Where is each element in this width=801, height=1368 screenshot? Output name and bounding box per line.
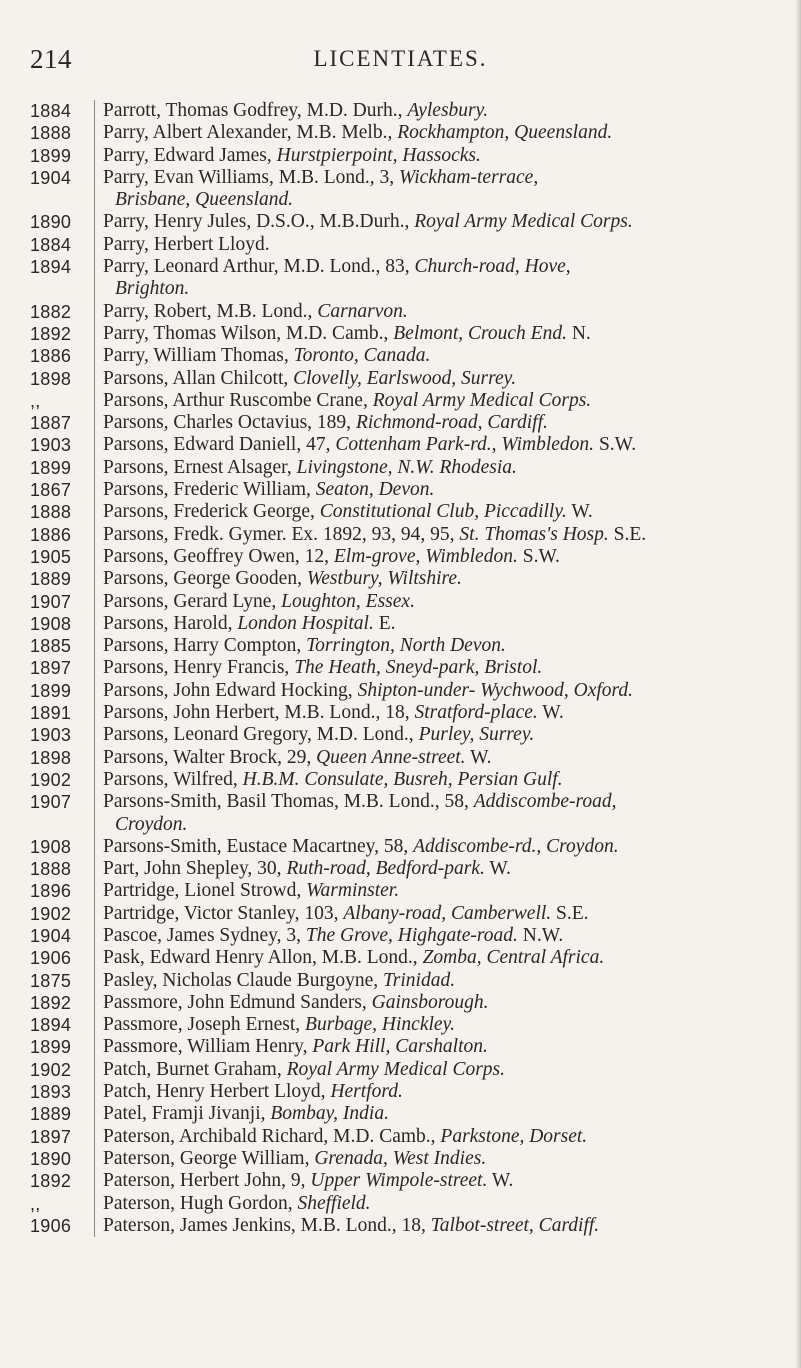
entry-name: Paterson, James Jenkins, M.B. Lond., 18, xyxy=(103,1214,431,1236)
list-item xyxy=(0,836,801,858)
entry-address: London Hospital. xyxy=(237,612,374,634)
entry-year: 1902 xyxy=(30,1059,72,1080)
entry-year: 1884 xyxy=(30,234,72,255)
entry-name: Parry, Evan Williams, M.B. Lond., 3, xyxy=(103,166,400,188)
entry-year: 1892 xyxy=(30,992,72,1013)
entry-name: Passmore, Joseph Ernest, xyxy=(103,1014,306,1036)
entry-text xyxy=(94,368,801,390)
list-item xyxy=(0,1103,801,1125)
entry-name: Pascoe, James Sydney, 3, xyxy=(103,924,306,946)
entry-text xyxy=(94,769,801,791)
entry-address: Carnarvon. xyxy=(317,300,408,322)
entry-name: Patch, Henry Herbert Lloyd, xyxy=(103,1081,331,1103)
entry-year: 1890 xyxy=(30,212,72,233)
entry-year: 1888 xyxy=(30,502,72,523)
entry-address: Hertford. xyxy=(330,1081,403,1103)
entry-district: S.W. xyxy=(594,434,637,456)
list-item xyxy=(0,747,801,769)
entry-text xyxy=(94,122,801,144)
entry-text xyxy=(94,390,801,412)
entry-name: Parsons, Wilfred, xyxy=(103,768,243,790)
entry-text xyxy=(94,457,801,479)
entry-year: 1892 xyxy=(30,323,72,344)
list-item xyxy=(0,323,801,345)
entry-text xyxy=(94,1170,801,1192)
list-item xyxy=(0,167,801,189)
entry-text xyxy=(94,724,801,746)
entry-text xyxy=(94,680,801,702)
list-item xyxy=(0,234,801,256)
list-item xyxy=(0,368,801,390)
entry-name: Paterson, Archibald Richard, M.D. Camb., xyxy=(103,1125,441,1147)
entry-address: The Grove, Highgate-road. xyxy=(305,924,518,946)
entry-district: N. xyxy=(566,322,591,344)
entry-year: ,, xyxy=(30,1193,41,1214)
entry-year: 1896 xyxy=(30,881,72,902)
entry-name: Patel, Framji Jivanji, xyxy=(103,1103,271,1125)
list-item xyxy=(0,613,801,635)
entry-name: Parsons, Charles Octavius, 189, xyxy=(103,412,356,434)
entry-name: Pasley, Nicholas Claude Burgoyne, xyxy=(103,969,383,991)
entry-text xyxy=(94,1193,801,1215)
entry-text xyxy=(94,747,801,769)
entry-year: 1884 xyxy=(30,101,72,121)
entry-text xyxy=(94,635,801,657)
entry-name: Parsons, Gerard Lyne, xyxy=(103,590,282,612)
entry-text xyxy=(94,278,801,300)
entry-name: Paterson, Herbert John, 9, xyxy=(103,1170,311,1192)
list-item xyxy=(0,1126,801,1148)
list-item xyxy=(0,1215,801,1237)
entry-address: Trinidad. xyxy=(383,969,456,991)
entry-year: 1907 xyxy=(30,591,72,612)
entry-address: Ruth-road, Bedford-park. xyxy=(286,858,485,880)
entry-address: Talbot-street, Cardiff. xyxy=(430,1214,600,1236)
list-item xyxy=(0,769,801,791)
entry-district: N.W. xyxy=(517,924,564,946)
list-item xyxy=(0,657,801,679)
list-item xyxy=(0,145,801,167)
entry-address: St. Thomas's Hosp. xyxy=(459,523,609,545)
entry-text xyxy=(94,880,801,902)
entry-year: 1882 xyxy=(30,301,72,322)
list-item xyxy=(0,434,801,456)
list-item xyxy=(0,724,801,746)
entry-name: Parry, Robert, M.B. Lond., xyxy=(103,300,318,322)
entry-address: Addiscombe-road, xyxy=(473,791,617,813)
entry-year: 1904 xyxy=(30,925,72,946)
entry-text xyxy=(94,858,801,880)
entry-address: Loughton, Essex. xyxy=(281,590,415,612)
entry-text xyxy=(94,1059,801,1081)
entry-address: Albany-road, Camberwell. xyxy=(343,902,552,924)
entry-year: 1894 xyxy=(30,1015,72,1036)
list-item xyxy=(0,524,801,546)
entry-year: 1899 xyxy=(30,457,72,478)
entry-address: Constitutional Club, Piccadilly. xyxy=(319,501,567,523)
entry-name: Parsons, Henry Francis, xyxy=(103,657,295,679)
entry-text xyxy=(94,903,801,925)
entry-district: S.E. xyxy=(608,523,647,545)
list-item xyxy=(0,390,801,412)
entry-name: Parsons, Geoffrey Owen, 12, xyxy=(103,545,334,567)
entry-address: Warminster. xyxy=(306,880,400,902)
list-item xyxy=(0,278,801,300)
entry-year: 1898 xyxy=(30,368,72,389)
entry-text xyxy=(94,323,801,345)
entry-year: 1898 xyxy=(30,747,72,768)
entry-address: Stratford-place. xyxy=(414,702,538,724)
entry-text xyxy=(94,613,801,635)
entry-address: Addiscombe-rd., Croydon. xyxy=(413,835,619,857)
entry-address: Livingstone, N.W. Rhodesia. xyxy=(296,456,517,478)
entry-name: Parry, Edward James, xyxy=(103,144,277,166)
entry-name: Passmore, William Henry, xyxy=(103,1036,313,1058)
list-item xyxy=(0,1059,801,1081)
list-item xyxy=(0,122,801,144)
entry-year: 1886 xyxy=(30,524,72,545)
entry-text xyxy=(94,1103,801,1125)
entry-text xyxy=(94,1036,801,1058)
entry-name: Parsons, Edward Daniell, 47, xyxy=(103,434,336,456)
entry-address: Cottenham Park-rd., Wimbledon. xyxy=(335,434,595,456)
entry-address: Wickham-terrace, xyxy=(399,166,539,188)
entry-year: 1897 xyxy=(30,1126,72,1147)
entry-address: Torrington, North Devon. xyxy=(306,635,506,657)
list-item xyxy=(0,791,801,813)
entry-address: Shipton-under- Wychwood, Oxford. xyxy=(357,679,634,701)
entry-address: Grenada, West Indies. xyxy=(314,1147,487,1169)
list-item xyxy=(0,970,801,992)
entry-name: Parsons, George Gooden, xyxy=(103,568,307,590)
entry-year: 1902 xyxy=(30,903,72,924)
list-item xyxy=(0,925,801,947)
list-item xyxy=(0,1170,801,1192)
entry-name: Parsons, Frederic William, xyxy=(103,479,316,501)
entry-name: Part, John Shepley, 30, xyxy=(103,858,287,880)
entry-name: Parry, Herbert Lloyd. xyxy=(103,233,270,255)
entry-year: 1905 xyxy=(30,546,72,567)
list-item xyxy=(0,1148,801,1170)
entry-year: 1899 xyxy=(30,1037,72,1058)
running-title: LICENTIATES. xyxy=(313,46,488,71)
entry-text xyxy=(94,479,801,501)
entry-address: The Heath, Sneyd-park, Bristol. xyxy=(294,657,543,679)
entry-address: Belmont, Crouch End. xyxy=(393,322,567,344)
entry-address: Royal Army Medical Corps. xyxy=(286,1058,506,1080)
entry-name: Parsons, Ernest Alsager, xyxy=(103,456,297,478)
entry-district: E. xyxy=(373,612,396,634)
entry-text xyxy=(94,970,801,992)
entry-name: Parsons, Frederick George, xyxy=(103,501,320,523)
list-item xyxy=(0,546,801,568)
entry-text xyxy=(94,501,801,523)
entry-year: 1888 xyxy=(30,123,72,144)
entry-text xyxy=(94,412,801,434)
entry-address: Sheffield. xyxy=(297,1192,371,1214)
entry-district: W. xyxy=(537,702,564,724)
entry-year: 1906 xyxy=(30,948,72,969)
entry-text xyxy=(94,167,801,189)
entry-text xyxy=(94,1014,801,1036)
entry-district: W. xyxy=(465,746,492,768)
entry-name: Parsons, Harry Compton, xyxy=(103,635,307,657)
entry-year: 1875 xyxy=(30,970,72,991)
list-item xyxy=(0,880,801,902)
entry-text xyxy=(94,1148,801,1170)
entry-text xyxy=(94,791,801,813)
entry-text xyxy=(94,814,801,836)
list-item xyxy=(0,992,801,1014)
entry-address: Hurstpierpoint, Hassocks. xyxy=(276,144,481,166)
entry-address: Brisbane, Queensland. xyxy=(115,189,294,211)
entry-address: Clovelly, Earlswood, Surrey. xyxy=(293,367,517,389)
entry-text xyxy=(94,100,801,122)
entry-address: Queen Anne-street. xyxy=(316,746,466,768)
entry-year: ,, xyxy=(30,390,41,411)
list-item xyxy=(0,412,801,434)
entry-year: 1891 xyxy=(30,703,72,724)
entry-text xyxy=(94,702,801,724)
entry-year: 1906 xyxy=(30,1215,72,1236)
entry-name: Parry, Henry Jules, D.S.O., M.B.Durh., xyxy=(103,211,415,233)
entry-text xyxy=(94,234,801,256)
entry-address: Purley, Surrey. xyxy=(418,724,535,746)
entry-text xyxy=(94,256,801,278)
entry-text xyxy=(94,836,801,858)
entry-text xyxy=(94,1126,801,1148)
entry-name: Patch, Burnet Graham, xyxy=(103,1058,287,1080)
entry-text xyxy=(94,546,801,568)
list-item xyxy=(0,501,801,523)
entry-address: Bombay, India. xyxy=(270,1103,389,1125)
list-item xyxy=(0,479,801,501)
entry-year: 1899 xyxy=(30,145,72,166)
entry-text xyxy=(94,524,801,546)
entry-year: 1894 xyxy=(30,257,72,278)
list-item xyxy=(0,1014,801,1036)
entry-name: Pask, Edward Henry Allon, M.B. Lond., xyxy=(103,947,423,969)
entry-year: 1886 xyxy=(30,346,72,367)
entry-name: Parry, Albert Alexander, M.B. Melb., xyxy=(103,122,398,144)
entry-year: 1893 xyxy=(30,1082,72,1103)
entry-address: Croydon. xyxy=(115,813,188,835)
entry-year: 1899 xyxy=(30,680,72,701)
page-header xyxy=(0,44,801,78)
list-item xyxy=(0,457,801,479)
entry-address: H.B.M. Consulate, Busreh, Persian Gulf. xyxy=(242,768,563,790)
entry-address: Upper Wimpole-street. xyxy=(310,1170,488,1192)
entry-address: Rockhampton, Queensland. xyxy=(397,122,613,144)
list-item xyxy=(0,256,801,278)
list-item xyxy=(0,947,801,969)
entry-name: Parry, Leonard Arthur, M.D. Lond., 83, xyxy=(103,256,415,278)
entry-text xyxy=(94,189,801,211)
entry-name: Parsons, Allan Chilcott, xyxy=(103,367,294,389)
entry-text xyxy=(94,568,801,590)
entry-address: Zomba, Central Africa. xyxy=(422,947,605,969)
entry-address: Westbury, Wiltshire. xyxy=(306,568,462,590)
entry-year: 1888 xyxy=(30,859,72,880)
entry-year: 1889 xyxy=(30,1104,72,1125)
entry-year: 1889 xyxy=(30,569,72,590)
entry-year: 1908 xyxy=(30,613,72,634)
entry-name: Parsons, Harold, xyxy=(103,612,238,634)
entry-address: Royal Army Medical Corps. xyxy=(372,389,592,411)
entry-year: 1903 xyxy=(30,725,72,746)
list-item xyxy=(0,345,801,367)
entry-year: 1897 xyxy=(30,658,72,679)
list-item xyxy=(0,903,801,925)
list-item xyxy=(0,1081,801,1103)
entry-year: 1908 xyxy=(30,836,72,857)
entry-address: Elm-grove, Wimbledon. xyxy=(333,545,518,567)
entry-year: 1887 xyxy=(30,413,72,434)
entry-district: S.E. xyxy=(551,902,589,924)
entry-name: Parry, Thomas Wilson, M.D. Camb., xyxy=(103,322,394,344)
entry-text xyxy=(94,591,801,613)
entry-address: Richmond-road, Cardiff. xyxy=(355,412,548,434)
entry-text xyxy=(94,992,801,1014)
list-item xyxy=(0,301,801,323)
entry-name: Parsons-Smith, Eustace Macartney, 58, xyxy=(103,835,414,857)
entry-year: 1892 xyxy=(30,1171,72,1192)
entry-text xyxy=(94,1215,801,1237)
entry-year: 1907 xyxy=(30,792,72,813)
entry-text xyxy=(94,947,801,969)
list-item xyxy=(0,211,801,233)
entry-address: Seaton, Devon. xyxy=(315,479,435,501)
entry-address: Royal Army Medical Corps. xyxy=(414,211,633,233)
entry-address: Parkstone, Dorset. xyxy=(440,1125,588,1147)
entry-name: Parsons-Smith, Basil Thomas, M.B. Lond., 58, xyxy=(103,791,474,813)
entry-name: Parsons, John Edward Hocking, xyxy=(103,679,358,701)
licentiates-list xyxy=(0,100,801,1237)
entry-name: Partridge, Victor Stanley, 103, xyxy=(103,902,344,924)
entry-year: 1904 xyxy=(30,167,72,188)
entry-name: Parry, William Thomas, xyxy=(103,345,294,367)
entry-name: Parsons, John Herbert, M.B. Lond., 18, xyxy=(103,702,415,724)
entry-address: Gainsborough. xyxy=(371,991,489,1013)
entry-address: Church-road, Hove, xyxy=(414,256,571,278)
list-item xyxy=(0,702,801,724)
entry-name: Parsons, Walter Brock, 29, xyxy=(103,746,317,768)
list-item xyxy=(0,591,801,613)
entry-year: 1890 xyxy=(30,1148,72,1169)
entry-text xyxy=(94,925,801,947)
entry-text xyxy=(94,434,801,456)
list-item xyxy=(0,189,801,211)
entry-year: 1885 xyxy=(30,636,72,657)
list-item xyxy=(0,100,801,122)
list-item xyxy=(0,680,801,702)
page-edge-shadow xyxy=(795,0,801,1368)
entry-name: Partridge, Lionel Strowd, xyxy=(103,880,307,902)
entry-year: 1902 xyxy=(30,769,72,790)
entry-text xyxy=(94,345,801,367)
entry-text xyxy=(94,145,801,167)
entry-text xyxy=(94,211,801,233)
list-item xyxy=(0,1193,801,1215)
entry-name: Paterson, Hugh Gordon, xyxy=(103,1192,298,1214)
entry-text xyxy=(94,1081,801,1103)
entry-text xyxy=(94,301,801,323)
entry-text xyxy=(94,657,801,679)
entry-name: Parsons, Fredk. Gymer. Ex. 1892, 93, 94, 95, xyxy=(103,523,460,545)
list-item xyxy=(0,568,801,590)
entry-district: W. xyxy=(487,1170,514,1192)
entry-name: Parsons, Arthur Ruscombe Crane, xyxy=(103,389,373,411)
entry-address: Toronto, Canada. xyxy=(293,345,431,367)
entry-address: Brighton. xyxy=(115,278,190,300)
entry-year: 1867 xyxy=(30,480,72,501)
list-item xyxy=(0,635,801,657)
entry-name: Paterson, George William, xyxy=(103,1147,315,1169)
entry-address: Park Hill, Carshalton. xyxy=(312,1036,488,1058)
entry-name: Parsons, Leonard Gregory, M.D. Lond., xyxy=(103,724,419,746)
entry-address: Aylesbury. xyxy=(407,100,489,121)
entry-district: W. xyxy=(484,858,511,880)
entry-district: S.W. xyxy=(517,545,560,567)
page-number: 214 xyxy=(30,44,72,74)
entry-district: W. xyxy=(566,501,593,523)
list-item xyxy=(0,814,801,836)
entry-year: 1903 xyxy=(30,435,72,456)
list-item xyxy=(0,858,801,880)
entry-name: Passmore, John Edmund Sanders, xyxy=(103,991,372,1013)
entry-name: Parrott, Thomas Godfrey, M.D. Durh., xyxy=(103,100,408,121)
list-item xyxy=(0,1036,801,1058)
entry-address: Burbage, Hinckley. xyxy=(305,1014,456,1036)
